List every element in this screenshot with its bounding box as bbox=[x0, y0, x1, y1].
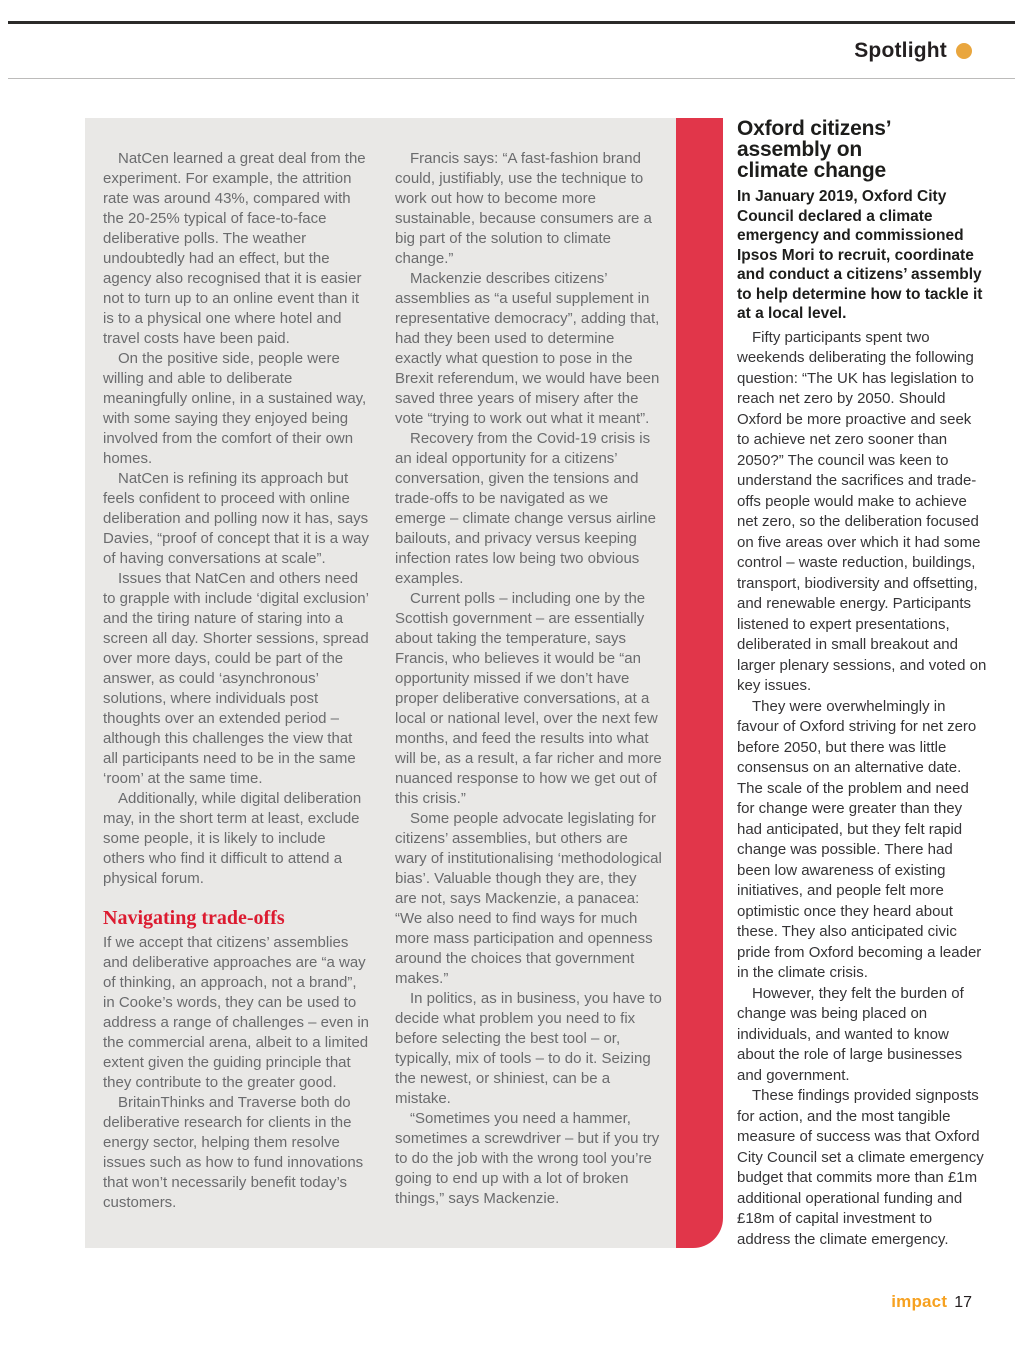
paragraph: BritainThinks and Traverse both do deliberative research for clients in the energy sector, helping them resolve issues such as how to fund innovations that won’t necessarily benefit today’s customers. bbox=[103, 1094, 364, 1211]
paragraph: These findings provided signposts for action, and the most tangible measure of success was that Oxford City Council set a climate emergency budget that commits more than £1m additional operational funding and £18m of capital investment to address the climate emergency. bbox=[737, 1087, 984, 1248]
article-column-1 bbox=[103, 149, 370, 1213]
paragraph: Fifty participants spent two weekends deliberating the following question: “The UK has legislation to reach net zero by 2050. Should Oxford be more proactive and seek to achieve net zero sooner than 2050?” The council was keen to understand the sacrifices and trade-offs people would make to achieve net zero, so the deliberation focused on five areas over which it had some control – waste reduction, buildings, transport, biodiversity and offsetting, and renewable energy. Participants listened to expert presentations, deliberated in small breakout and larger plenary sessions, and voted on key issues. bbox=[737, 328, 987, 694]
paragraph: On the positive side, people were willing and able to deliberate meaningfully online, in a sustained way, with some saying they enjoyed being involved from the comfort of their own homes. bbox=[103, 350, 367, 467]
sidebar-body bbox=[737, 328, 987, 1251]
section-heading: Navigating trade-offs bbox=[103, 907, 285, 929]
paragraph: Current polls – including one by the Scottish government – are essentially about taking the temperature, says Francis, who believes it would be “an opportunity missed if we don’t have proper deliberative conversations, at a local or national level, over the next few months, and feed the results into what will be, as a result, a far richer and more nuanced response to how we get out of this crisis.” bbox=[395, 590, 662, 807]
paragraph: They were overwhelmingly in favour of Oxford striving for net zero before 2050, but there was little consensus on an alternative date. The scale of the problem and need for change were greater than they had anticipated, but they felt rapid change was possible. There had been low awareness of existing initiatives, and people felt more optimistic once they heard about these. They also anticipated civic pride from Oxford becoming a leader in the climate crisis. bbox=[737, 697, 982, 981]
page-footer bbox=[891, 1292, 972, 1312]
paragraph: Recovery from the Covid-19 crisis is an ideal opportunity for a citizens’ conversation, given the tensions and trade-offs to be navigated as we emerge – climate change versus airline bailouts, and privacy versus keeping infection rates low being two obvious examples. bbox=[395, 430, 656, 587]
paragraph: NatCen is refining its approach but feels confident to proceed with online deliberation and polling now it has, says Davies, “proof of concept that it is a way of having conversations at scale”. bbox=[103, 470, 369, 567]
sidebar-intro: In January 2019, Oxford City Council declared a climate emergency and commissioned Ipsos Mori to recruit, coordinate and conduct a citizens’ assembly to help determine how to tackle it at a local level. bbox=[737, 188, 983, 322]
page-number: 17 bbox=[954, 1294, 972, 1311]
header-divider-rule bbox=[8, 78, 1015, 79]
paragraph: However, they felt the burden of change was being placed on individuals, and wanted to know about the role of large businesses and government. bbox=[737, 984, 964, 1084]
section-dot-icon bbox=[956, 43, 972, 59]
sidebar-title bbox=[737, 118, 987, 181]
section-header bbox=[854, 36, 972, 66]
paragraph: Francis says: “A fast-fashion brand could, justifiably, use the technique to work out how to become more sustainable, because consumers are a big part of the solution to climate change.” bbox=[395, 150, 652, 267]
red-divider-bar bbox=[676, 118, 723, 1248]
article-panel bbox=[85, 118, 676, 1248]
paragraph: NatCen learned a great deal from the experiment. For example, the attrition rate was around 43%, compared with the 20-25% typical of face-to-face deliberative polls. The weather undoubtedly had an effect, but the agency also recognised that it is easier not to turn up to an online event than it is to a physical one where hotel and travel costs have been paid. bbox=[103, 150, 366, 347]
paragraph: Some people advocate legislating for citizens’ assemblies, but others are wary of institutionalising ‘methodological bias’. Valuable though they are, they are not, says Mackenzie, a panacea: “We also need to find ways for much more mass participation and openness around the choices that government makes.” bbox=[395, 810, 662, 987]
section-label: Spotlight bbox=[854, 39, 947, 62]
article-column-2 bbox=[395, 149, 662, 1213]
paragraph: Issues that NatCen and others need to grapple with include ‘digital exclusion’ and the tiring nature of staring into a screen all day. Shorter sessions, spread over more days, could be part of the answer, as could ‘asynchronous’ solutions, where individuals post thoughts over an extended period – although this challenges the view that all participants need to be in the same ‘room’ at the same time. bbox=[103, 570, 369, 787]
sidebar-title-line: Oxford citizens’ bbox=[737, 117, 892, 140]
paragraph: Additionally, while digital deliberation may, in the short term at least, exclude some people, it is likely to include others who find it difficult to attend a physical forum. bbox=[103, 790, 362, 887]
sidebar-title-line: climate change bbox=[737, 159, 886, 182]
paragraph: If we accept that citizens’ assemblies and deliberative approaches are “a way of thinking, an approach, not a brand”, in Cooke’s words, they can be used to address a range of challenges – even in the commercial arena, albeit to a limited extent given the guiding principle that they contribute to the greater good. bbox=[103, 934, 370, 1091]
article-columns bbox=[103, 149, 662, 1213]
magazine-logo: impact bbox=[891, 1292, 948, 1311]
sidebar bbox=[737, 118, 987, 1250]
top-rule bbox=[8, 21, 1015, 24]
sidebar-title-line: assembly on bbox=[737, 138, 863, 161]
paragraph: In politics, as in business, you have to decide what problem you need to fix before selecting the best tool – or, typically, mix of tools – to do it. Seizing the newest, or shiniest, can be a mistake. bbox=[395, 990, 662, 1107]
paragraph: Mackenzie describes citizens’ assemblies as “a useful supplement in representative democracy”, adding that, had they been used to determine exactly what question to pose in the Brexit referendum, we would have been saved three years of misery after the vote “trying to work out what it meant”. bbox=[395, 270, 660, 427]
paragraph: “Sometimes you need a hammer, sometimes a screwdriver – but if you try to do the job with the wrong tool you’re going to end up with a lot of broken things,” says Mackenzie. bbox=[395, 1110, 660, 1207]
